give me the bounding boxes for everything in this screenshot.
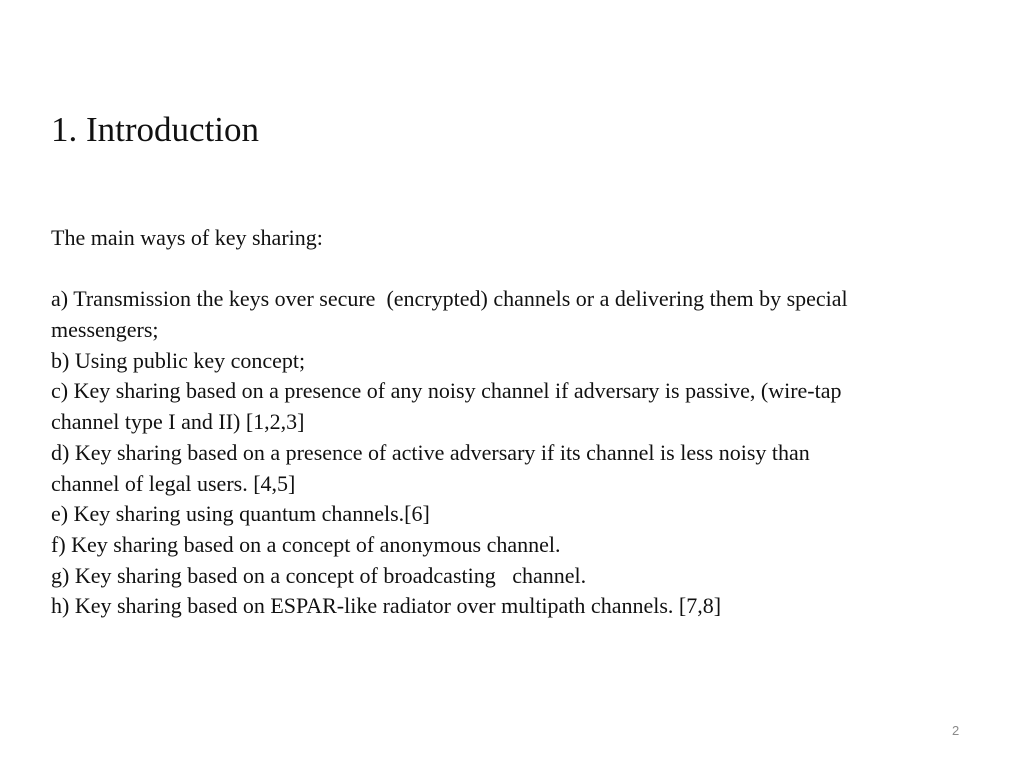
list-item-c-line-2: channel type I and II) [1,2,3]	[51, 409, 305, 435]
list-item-d-line-2: channel of legal users. [4,5]	[51, 470, 296, 496]
list-item-c-line-1: c) Key sharing based on a presence of any noisy channel if adversary is passive, (wire-tap	[51, 378, 842, 404]
list-item-a-line-1: a) Transmission the keys over secure (encrypted) channels or a delivering them by special	[51, 286, 848, 312]
page-number: 2	[952, 723, 960, 738]
list-item-f: f) Key sharing based on a concept of anonymous channel.	[51, 531, 561, 557]
slide-body	[51, 223, 1001, 622]
list-item-d-line-1: d) Key sharing based on a presence of active adversary if its channel is less noisy than	[51, 439, 810, 465]
list-item-b: b) Using public key concept;	[51, 347, 306, 373]
list-item-g: g) Key sharing based on a concept of broadcasting channel.	[51, 562, 587, 588]
list-item-a-line-2: messengers;	[51, 317, 159, 343]
slide-title: 1. Introduction	[51, 110, 260, 149]
list-item-h: h) Key sharing based on ESPAR-like radiator over multipath channels. [7,8]	[51, 593, 722, 619]
list-item-e: e) Key sharing using quantum channels.[6]	[51, 501, 430, 527]
blank-line	[51, 254, 1001, 285]
intro-text: The main ways of key sharing:	[51, 225, 323, 250]
